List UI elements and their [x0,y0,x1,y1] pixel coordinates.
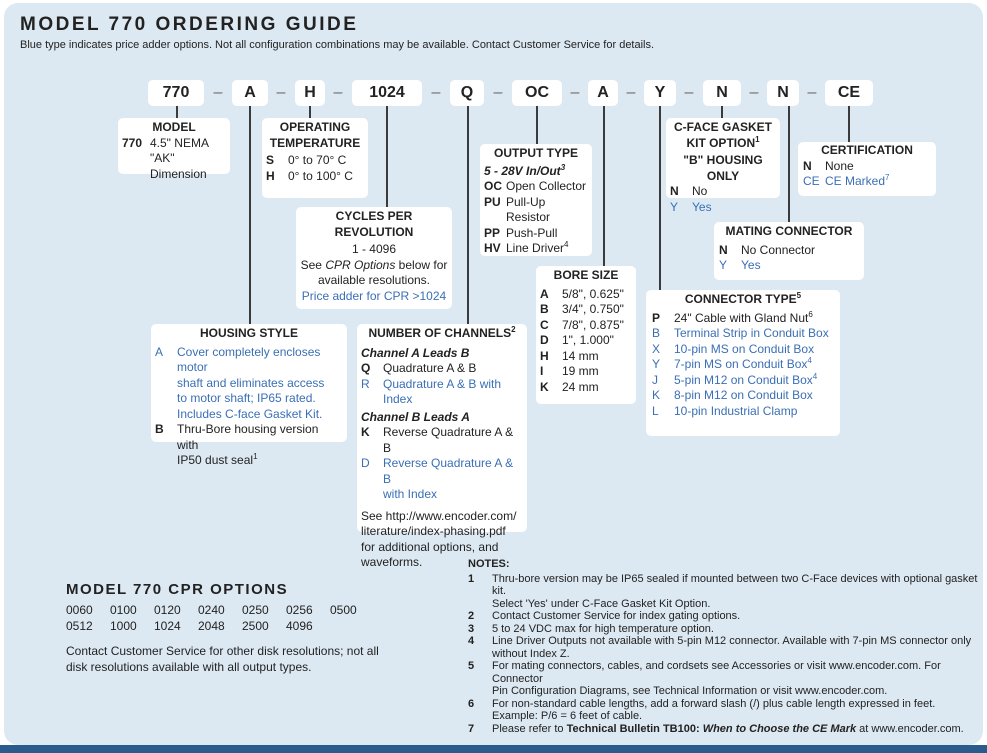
output-option-key: PP [484,225,501,240]
cpr-options-title: MODEL 770 CPR OPTIONS [66,581,289,598]
connector-option-key: J [652,372,658,387]
cert-option-value: CE Marked [825,174,886,188]
channels-see-line4: waveforms. [361,555,423,569]
model-header: MODEL [152,120,196,134]
gasket-option-value: No [692,184,708,198]
cpr-value: 1024 [154,619,181,633]
note-number: 3 [468,622,475,635]
code-segment-temperature: H [295,80,325,106]
model-box [118,118,230,181]
code-segment-connector: Y [644,80,676,106]
connector-option-value: 24" Cable with Gland Nut [674,310,809,325]
code-segment-certification: CE [825,80,873,106]
code-dash: – [626,84,636,101]
note-number: 5 [468,660,475,672]
cpr-options-grid [66,602,374,634]
channels-option-key: Q [361,361,371,375]
cert-option-key: N [803,158,812,173]
code-segment-channels: Q [450,80,484,106]
leader-line [467,106,469,324]
bore-option-key: B [540,302,549,316]
gasket-box [666,118,780,214]
channels-d-value-2: with Index [383,487,438,501]
bottom-bar [0,745,987,753]
leader-line [603,106,605,266]
housing-a-line3: to motor shaft; IP65 rated. [177,391,316,405]
output-option-key: HV [484,241,501,255]
output-option-value: Push-Pull [506,225,558,240]
note-number: 2 [468,610,475,622]
temp-option-key: S [266,153,275,167]
code-segment-bore: A [588,80,618,106]
leader-line [659,106,661,290]
connector-option-value: 8-pin M12 on Conduit Box [674,388,813,402]
bore-option-key: D [540,333,549,347]
channels-k-value: Reverse Quadrature A & B [383,425,514,455]
gasket-header-footnote: 1 [755,134,760,144]
housing-b-footnote: 1 [253,452,258,461]
temp-option-key: H [266,168,275,183]
note-7-bulletin: Technical Bulletin TB100: [566,722,703,735]
note-2: Contact Customer Service for index gating options. [492,610,741,622]
connector-option-footnote: 6 [808,309,813,319]
code-dash: – [333,84,343,101]
note-number: 7 [468,722,475,735]
note-4-line1: Line Driver Outputs not available with 5-pin M12 connector. Available with 7-pin MS connector only [492,635,972,647]
mating-box [714,222,864,280]
cpr-value: 2048 [198,619,225,633]
housing-b-line1: Thru-Bore housing version with [177,422,319,452]
channels-d-value-1: Reverse Quadrature A & B [383,456,514,486]
channels-option-key: D [361,456,370,470]
cpr-line3: available resolutions. [317,273,431,287]
cpr-value: 0512 [66,619,93,633]
connector-option-value: Terminal Strip in Conduit Box [674,326,829,340]
note-1-line2: Select 'Yes' under C-Face Gasket Kit Option. [492,597,711,610]
code-dash: – [276,84,286,101]
note-1-line1: Thru-bore version may be IP65 sealed if mounted between two C-Face devices with optional gasket kit. [492,572,978,597]
mating-header: MATING CONNECTOR [725,224,853,238]
temp-option-value: 0° to 70° C [288,153,347,167]
connector-option-footnote: 4 [812,371,818,381]
code-segment-output: OC [512,80,562,106]
mating-option-key: N [719,242,728,257]
output-option-key: PU [484,194,501,209]
channels-r-value: Quadrature A & B with Index [383,376,502,406]
cpr-value: 0060 [66,603,93,617]
gasket-option-key: N [670,184,679,198]
note-3: 5 to 24 VDC max for high temperature option. [492,622,714,635]
bore-option-value: 5/8", 0.625" [562,286,624,301]
bore-option-key: C [540,317,549,332]
code-dash: – [493,84,503,101]
code-segment-housing: A [232,80,268,106]
note-number: 1 [468,572,475,585]
connector-option-value: 5-pin M12 on Conduit Box [674,372,813,387]
page-title: MODEL 770 ORDERING GUIDE [20,14,359,35]
cpr-box [296,207,452,309]
code-segment-cpr: 1024 [352,80,422,106]
leader-line [721,106,723,118]
temperature-box [262,118,368,198]
channels-header: NUMBER OF CHANNELS [368,326,512,340]
temp-option-value: 0° to 100° C [288,168,353,183]
cpr-value: 0240 [198,603,225,617]
cert-option-value: None [825,158,854,173]
leader-line [249,106,251,324]
bore-option-key: K [540,379,549,394]
note-number: 6 [468,697,475,710]
connector-type-header-footnote: 5 [796,291,802,300]
code-segment-mating: N [767,80,799,106]
cpr-value: 0250 [242,603,269,617]
connector-option-value: 10-pin MS on Conduit Box [674,341,815,356]
connector-option-key: K [652,388,661,402]
leader-line [386,106,388,208]
cpr-range: 1 - 4096 [351,242,397,256]
code-dash: – [807,84,817,101]
cpr-value: 0256 [286,603,313,617]
bore-option-value: 1", 1.000" [562,333,614,347]
code-dash: – [749,84,759,101]
page-subtitle: Blue type indicates price adder options. Not all configuration combinations may be available. Contact Customer Service for details. [20,39,655,51]
output-voltage-footnote: 3 [560,162,566,172]
code-dash: – [431,84,441,101]
output-option-key: OC [484,179,502,193]
housing-option-key: B [155,422,164,436]
housing-b-line2: IP50 dust seal [177,453,254,467]
output-option-value: Open Collector [506,179,587,193]
mating-option-key: Y [719,258,728,272]
channels-group-a: Channel A Leads B [361,345,470,360]
housing-a-line2: shaft and eliminates access [177,375,325,390]
certification-box [798,142,936,196]
cpr-value: 0100 [110,603,137,617]
code-dash: – [570,84,580,101]
note-4-line2: without Index Z. [492,647,570,660]
bore-option-key: H [540,348,549,363]
cpr-options-note: Contact Customer Service for other disk resolutions; not all disk resolutions available with all output types. [66,644,379,674]
mating-option-value: Yes [741,258,761,272]
gasket-header-3: "B" HOUSING ONLY [683,153,763,183]
code-segment-gasket: N [703,80,741,106]
housing-box [151,324,347,467]
model-line1: 4.5" NEMA [150,135,209,150]
notes-section [468,558,980,735]
output-box [480,144,592,256]
bore-box [536,266,636,404]
cpr-value: 0120 [154,603,181,617]
connector-option-key: L [652,403,659,418]
bore-option-value: 7/8", 0.875" [562,317,624,332]
housing-a-line4: Includes C-face Gasket Kit. [177,406,323,421]
leader-line [848,106,850,142]
connector-option-footnote: 4 [807,356,812,365]
bore-option-key: I [540,364,544,378]
mating-option-value: No Connector [741,242,816,257]
bore-option-value: 24 mm [562,379,599,394]
code-dash: – [213,84,223,101]
output-option-footnote: 4 [564,240,569,249]
channels-header-footnote: 2 [511,325,516,334]
cpr-header-1: CYCLES PER [335,209,413,223]
gasket-header-2: KIT OPTION [686,135,756,150]
leader-line [309,106,311,118]
housing-option-key: A [155,344,164,359]
model-line2: "AK" Dimension [150,151,207,181]
note-7-suffix: at www.encoder.com. [856,722,964,735]
note-6-line2: Example: P/6 = 6 feet of cable. [492,710,643,722]
note-number: 4 [468,635,475,647]
note-6-line1: For non-standard cable lengths, add a forward slash (/) plus cable length expressed in feet. [492,697,936,710]
cpr-value: 0500 [330,603,357,617]
cpr-value: 4096 [286,619,313,633]
cpr-see-suffix: below for [395,257,448,272]
code-dash: – [684,84,694,101]
bore-option-value: 19 mm [562,364,599,378]
gasket-header-1: C-FACE GASKET [673,120,772,134]
channels-option-key: K [361,425,370,439]
code-segment-model: 770 [148,80,204,106]
channels-q-value: Quadrature A & B [383,361,477,375]
output-voltage: 5 - 28V In/Out [484,163,561,178]
cert-option-footnote: 7 [885,173,890,182]
cpr-see-prefix: See [300,257,326,272]
cpr-value: 1000 [110,619,137,633]
output-option-value: Pull-Up Resistor [506,194,551,224]
connector-type-box [646,290,840,436]
temperature-header-2: TEMPERATURE [269,135,361,150]
housing-header: HOUSING STYLE [199,326,298,340]
model-code: 770 [122,135,143,150]
certification-header: CERTIFICATION [821,143,913,157]
output-option-value: Line Driver [506,241,565,255]
cpr-price-adder: Price adder for CPR >1024 [301,288,447,303]
note-7-bulletin-title: When to Choose the CE Mark [702,722,857,735]
bore-option-value: 3/4", 0.750" [562,302,624,316]
note-5-line1: For mating connectors, cables, and cordsets see Accessories or visit www.encoder.com. For Connector [492,660,941,685]
notes-title: NOTES: [468,558,510,570]
connector-option-key: P [652,310,661,325]
channels-option-key: R [361,376,370,391]
connector-option-key: Y [652,357,661,371]
channels-see-line3: for additional options, and [361,539,499,554]
cpr-see-italic: CPR Options [325,257,396,272]
connector-option-key: B [652,326,661,340]
bore-option-value: 14 mm [562,348,599,363]
connector-option-key: X [652,341,661,356]
channels-see-line1: See http://www.encoder.com/ [361,508,517,523]
bore-option-key: A [540,286,549,301]
temperature-header-1: OPERATING [279,120,351,134]
note-5-line2: Pin Configuration Diagrams, see Technical Information or visit www.encoder.com. [492,685,888,697]
output-header: OUTPUT TYPE [493,146,578,160]
cpr-value: 2500 [242,619,269,633]
housing-a-line1: Cover completely encloses motor [177,344,321,374]
connector-option-value: 10-pin Industrial Clamp [674,403,798,418]
channels-group-b: Channel B Leads A [361,409,470,424]
connector-option-value: 7-pin MS on Conduit Box [674,357,808,371]
gasket-option-key: Y [670,199,679,214]
channels-see-line2: literature/index-phasing.pdf [361,524,506,538]
cert-option-key: CE [803,174,820,188]
connector-type-header: CONNECTOR TYPE [684,292,797,306]
leader-line [788,106,790,222]
cpr-header-2: REVOLUTION [334,224,414,239]
bore-header: BORE SIZE [553,268,619,282]
note-7-prefix: Please refer to [492,722,567,735]
leader-line [536,106,538,144]
gasket-option-value: Yes [692,199,712,214]
